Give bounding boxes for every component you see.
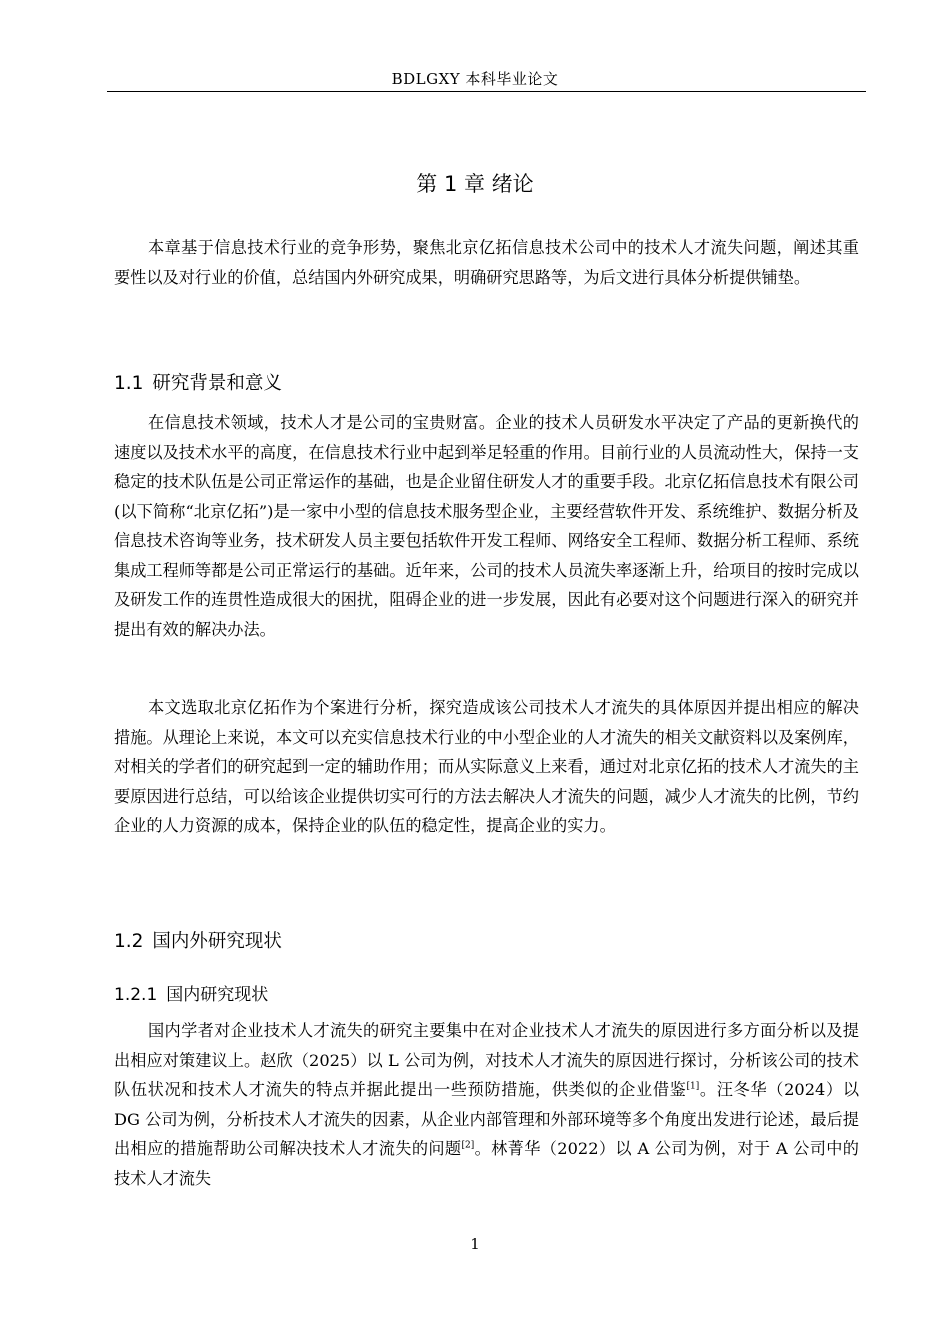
citation-ref[interactable]: [2]: [461, 1140, 475, 1151]
chapter-title: 第 1 章 绪论: [416, 172, 534, 196]
page-number: 1: [470, 1235, 480, 1253]
body-paragraph: 在信息技术领域，技术人才是公司的宝贵财富。企业的技术人员研发水平决定了产品的更新换代的速度以及技术水平的高度，在信息技术行业中起到举足轻重的作用。目前行业的人员流动性大，保持一支稳定的技术队伍是公司正常运作的基础，也是企业留住研发人才的重要手段。北京亿拓信息技术有限公司(以下简称“北京亿拓”)是一家中小型的信息技术服务型企业，主要经营软件开发、系统维护、数据分析及信息技术咨询等业务，技术研发人员主要包括软件开发工程师、网络安全工程师、数据分析工程师、系统集成工程师等都是公司正常运行的基础。近年来，公司的技术人员流失率逐渐上升，给项目的按时完成以及研发工作的连贯性造成很大的困扰，阻碍企业的进一步发展，因此有必要对这个问题进行深入的研究并提出有效的解决办法。: [114, 413, 859, 639]
intro-paragraph: 本章基于信息技术行业的竞争形势，聚焦北京亿拓信息技术公司中的技术人才流失问题，阐述其重要性以及对行业的价值，总结国内外研究成果，明确研究思路等，为后文进行具体分析提供铺垫。: [114, 238, 859, 287]
section-title: 国内外研究现状: [152, 931, 282, 952]
section-heading-1-1: [114, 369, 282, 395]
section-number: 1.2: [114, 931, 144, 952]
body-text: 国内学者对企业技术人才流失的研究主要集中在对企业技术人才流失的原因进行多方面分析以及提出相应对策建议上。赵欣（2025）以 L 公司为例，对技术人才流失的原因进行探讨，分析该公司的技术队伍状况和技术人才流失的特点并据此提出一些预防措施，供类似的企业借鉴: [114, 1021, 859, 1099]
subsection-number: 1.2.1: [114, 985, 158, 1005]
header-text: BDLGXY 本科毕业论文: [391, 70, 559, 88]
section-heading-1-2: [114, 927, 282, 953]
body-text: 。林菁华（2022）以 A 公司为例，对于 A 公司中的技术人才流失: [114, 1139, 859, 1188]
body-paragraph: 本文选取北京亿拓作为个案进行分析，探究造成该公司技术人才流失的具体原因并提出相应的解决措施。从理论上来说，本文可以充实信息技术行业的中小型企业的人才流失的相关文献资料以及案例库，对相关的学者们的研究起到一定的辅助作用；而从实际意义上来看，通过对北京亿拓的技术人才流失的主要原因进行总结，可以给该企业提供切实可行的方法去解决人才流失的问题，减少人才流失的比例，节约企业的人力资源的成本，保持企业的队伍的稳定性，提高企业的实力。: [114, 698, 859, 835]
subsection-heading-1-2-1: [114, 980, 268, 1005]
section-title: 研究背景和意义: [152, 373, 282, 394]
citation-ref[interactable]: [1]: [686, 1081, 700, 1092]
subsection-title: 国内研究现状: [166, 985, 269, 1005]
section-number: 1.1: [114, 373, 144, 394]
header-rule: [107, 91, 866, 92]
body-text: 。汪冬华（2024）以 DG 公司为例，分析技术人才流失的因素，从企业内部管理和外部环境等多个角度出发进行论述，最后提出相应的措施帮助公司解决技术人才流失的问题: [114, 1080, 860, 1158]
body-paragraph: [114, 1016, 859, 1193]
